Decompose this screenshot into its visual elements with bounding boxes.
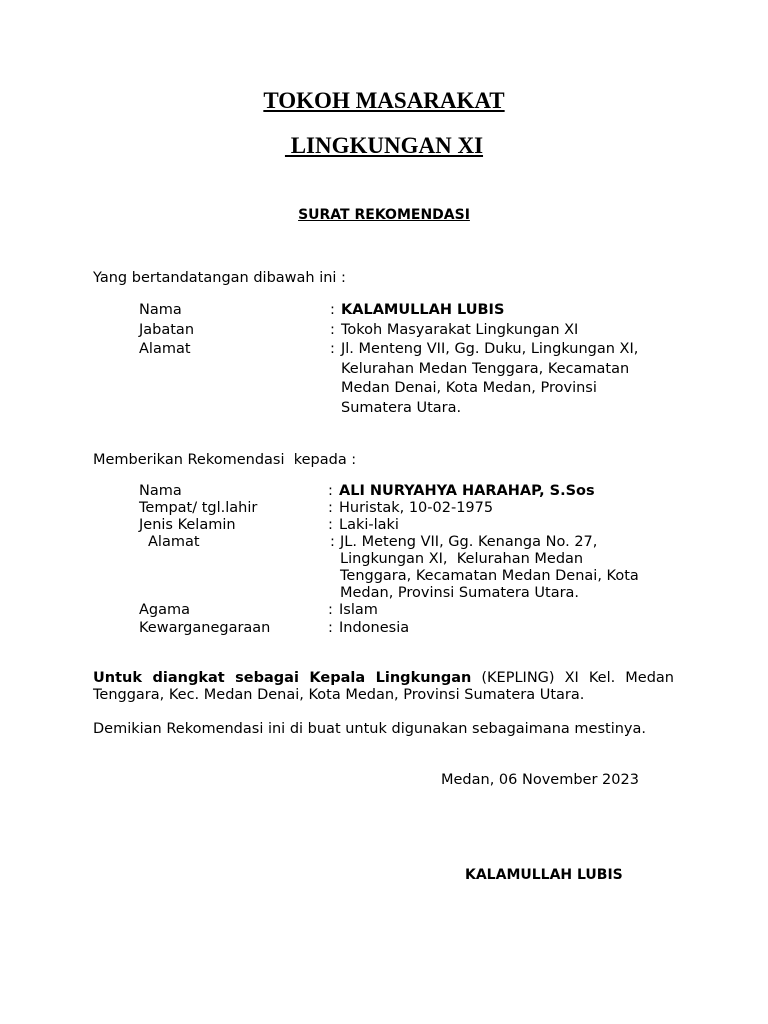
candidate-ttl-label: Tempat/ tgl.lahir — [139, 500, 258, 516]
document-subtitle: LINGKUNGAN XI — [284, 133, 484, 158]
place-date: Medan, 06 November 2023 — [441, 772, 639, 788]
separator: : — [330, 322, 335, 338]
signer-jabatan-label: Jabatan — [139, 322, 195, 338]
signature-name: KALAMULLAH LUBIS — [465, 867, 623, 883]
candidate-alamat-line: JL. Meteng VII, Gg. Kenanga No. 27, — [340, 534, 598, 550]
candidate-wn-label: Kewarganegaraan — [139, 620, 271, 636]
candidate-agama-value: Islam — [339, 602, 378, 618]
signer-alamat-line: Sumatera Utara. — [341, 400, 462, 416]
candidate-ttl-value: Huristak, 10-02-1975 — [339, 500, 494, 516]
signer-alamat-line: Jl. Menteng VII, Gg. Duku, Lingkungan XI, — [341, 341, 639, 357]
signer-nama-label: Nama — [139, 302, 182, 318]
document-title: TOKOH MASARAKAT — [263, 88, 505, 113]
candidate-wn-value: Indonesia — [339, 620, 410, 636]
separator: : — [328, 602, 333, 618]
closing-paragraph: Demikian Rekomendasi ini di buat untuk digunakan sebagaimana mestinya. — [93, 721, 646, 737]
signer-alamat-line: Kelurahan Medan Tenggara, Kecamatan — [341, 361, 630, 377]
intro-text: Yang bertandatangan dibawah ini : — [93, 270, 346, 286]
candidate-alamat-line: Medan, Provinsi Sumatera Utara. — [340, 585, 580, 601]
candidate-alamat-line: Lingkungan XI, Kelurahan Medan — [340, 551, 584, 567]
signer-nama-value: KALAMULLAH LUBIS — [341, 302, 505, 318]
candidate-nama-label: Nama — [139, 483, 182, 499]
candidate-alamat-label: Alamat — [148, 534, 200, 550]
signer-alamat-line: Medan Denai, Kota Medan, Provinsi — [341, 380, 597, 396]
signer-alamat-label: Alamat — [139, 341, 191, 357]
candidate-agama-label: Agama — [139, 602, 191, 618]
candidate-alamat-line: Tenggara, Kecamatan Medan Denai, Kota — [340, 568, 639, 584]
signer-jabatan-value: Tokoh Masyarakat Lingkungan XI — [341, 322, 579, 338]
purpose-paragraph — [93, 670, 674, 704]
separator: : — [328, 500, 333, 516]
separator: : — [330, 534, 335, 550]
separator: : — [328, 517, 333, 533]
separator: : — [330, 302, 335, 318]
recommend-intro-text: Memberikan Rekomendasi kepada : — [93, 452, 357, 468]
candidate-jk-label: Jenis Kelamin — [139, 517, 236, 533]
document-type: SURAT REKOMENDASI — [298, 207, 470, 223]
purpose-bold-text: Untuk diangkat sebagai Kepala Lingkungan — [93, 670, 472, 686]
candidate-jk-value: Laki-laki — [339, 517, 399, 533]
separator: : — [330, 341, 335, 357]
separator: : — [328, 483, 333, 499]
separator: : — [328, 620, 333, 636]
candidate-nama-value: ALI NURYAHYA HARAHAP, S.Sos — [339, 483, 595, 499]
purpose-rest-text: (KEPLING) XI Kel. Medan Tenggara, Kec. Medan Denai, Kota Medan, Provinsi Sumatera Utara. — [93, 670, 674, 703]
